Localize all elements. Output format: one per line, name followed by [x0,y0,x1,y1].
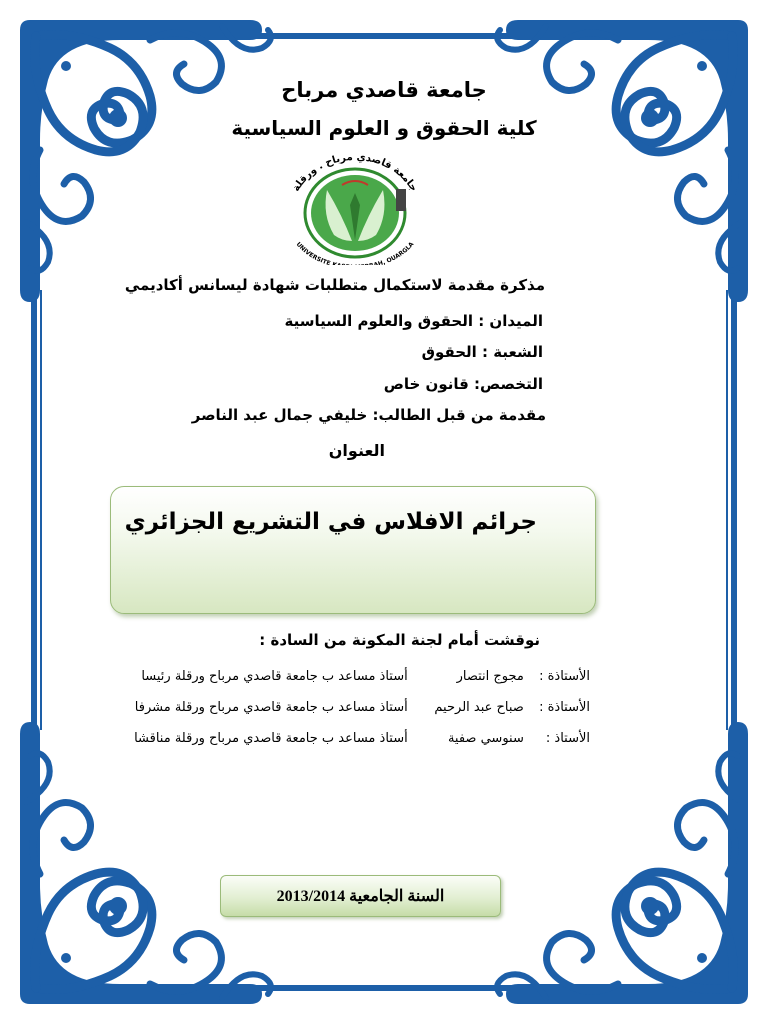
committee-member [141,669,590,684]
university-seal-icon [272,145,438,265]
committee-member [135,700,590,715]
member-role: الأستاذة : [539,669,590,684]
thesis-title-box [110,486,596,614]
academic-year-box [220,875,501,917]
specialty-line: التخصص: قانون خاص [383,375,543,393]
university-logo [272,145,438,265]
thesis-title: جرائم الافلاس في التشريع الجزائري [124,509,537,535]
field-line: الميدان : الحقوق والعلوم السياسية [284,312,543,330]
logo-arc-text-fr: UNIVERSITE AH, OUARGLA [294,240,416,265]
branch-line: الشعبة : الحقوق [421,343,543,361]
logo-arc-text-ar: جامعة قاصدي مرباح . ورقلة [290,151,420,194]
member-position: أستاذ مساعد ب جامعة قاصدي مرباح ورقلة مناقشا [134,731,408,746]
member-name: مجوج انتصار [456,669,524,684]
academic-year: السنة الجامعية 2013/2014 [276,888,445,905]
faculty-name: كلية الحقوق و العلوم السياسية [231,116,537,140]
committee-heading: نوقشت أمام لجنة المكونة من السادة : [259,631,540,649]
member-name: صباح عبد الرحيم [434,700,524,715]
member-name: سنوسي صفية [447,731,524,746]
member-role: الأستاذ : [545,731,590,746]
member-position: أستاذ مساعد ب جامعة قاصدي مرباح ورقلة مشرفا [134,700,408,715]
student-line: مقدمة من قبل الطالب: خليفي جمال عبد الناصر [191,406,546,424]
title-heading: العنوان [328,441,385,460]
memo-line: مذكرة مقدمة لاستكمال متطلبات شهادة ليسانس أكاديمي [124,276,545,294]
university-name: جامعة قاصدي مرباح [281,78,487,102]
member-position: أستاذ مساعد ب جامعة قاصدي مرباح ورقلة رئيسا [141,669,408,684]
committee-member [134,731,590,746]
member-role: الأستاذة : [539,700,590,715]
